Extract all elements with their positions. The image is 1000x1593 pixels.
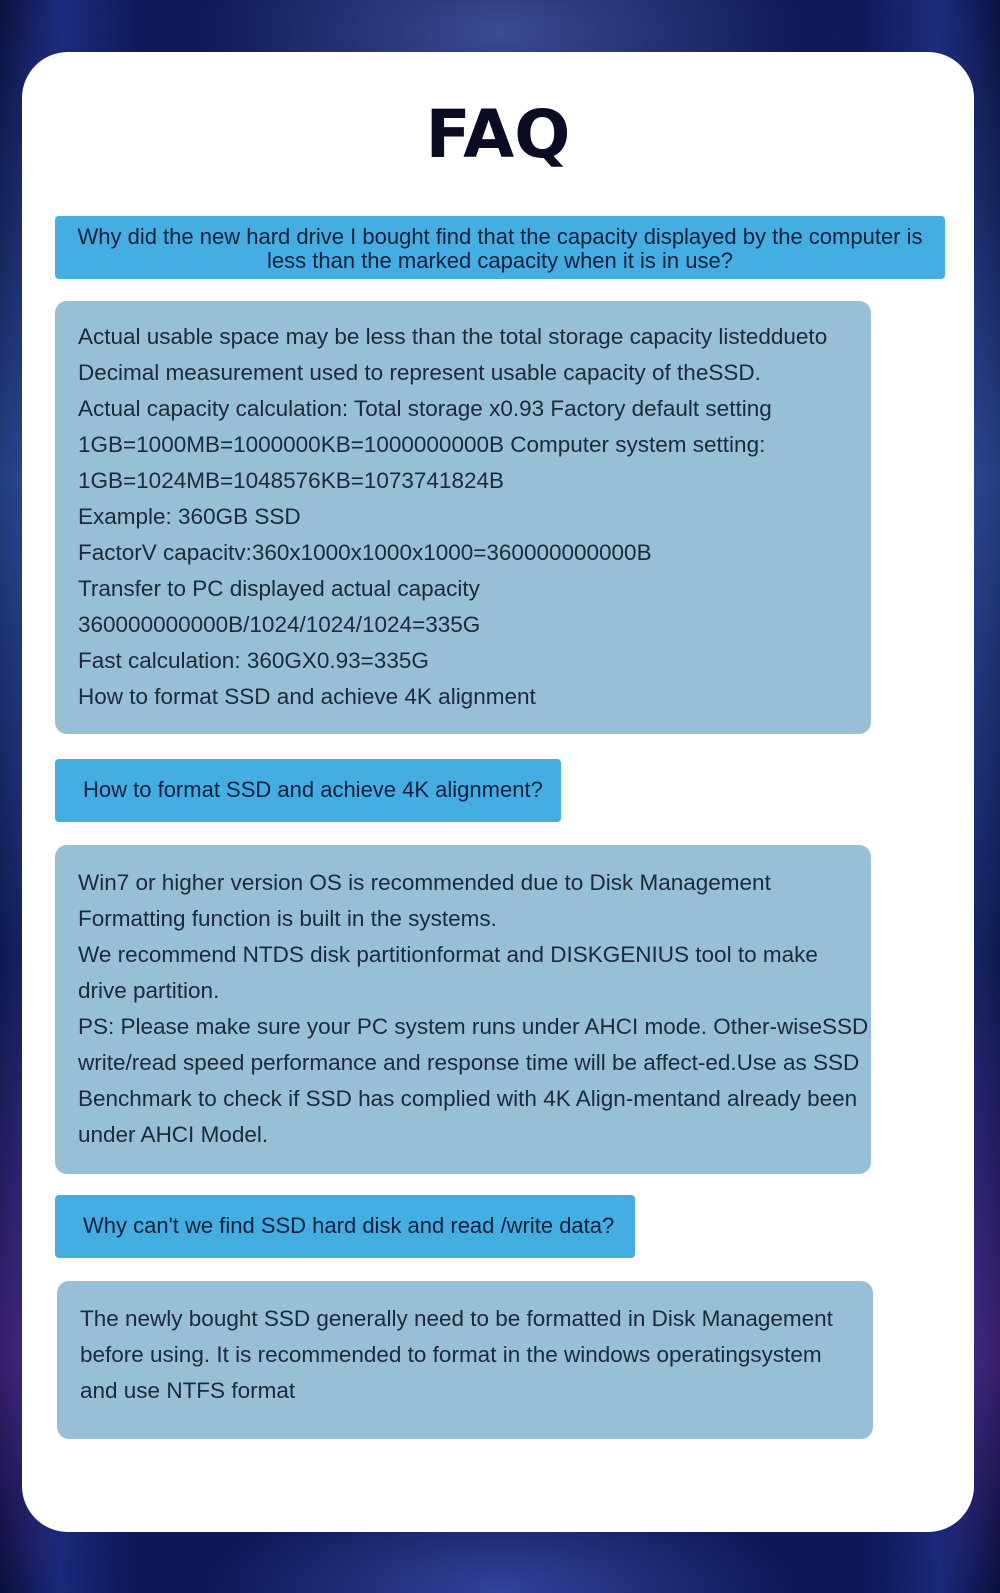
faq-answer-3 [57, 1281, 873, 1439]
faq-answer-1 [55, 301, 871, 734]
answer-line: Formatting function is built in the systems. [78, 906, 497, 931]
answer-line: write/read speed performance and response time will be affect-ed.Use as SSD [78, 1050, 860, 1075]
answer-line: drive partition. [78, 978, 220, 1003]
answer-line: FactorV capacitv:360x1000x1000x1000=360000000000B [78, 540, 652, 565]
answer-line: How to format SSD and achieve 4K alignment [78, 684, 536, 709]
answer-line: The newly bought SSD generally need to be formatted in Disk Management [80, 1306, 833, 1331]
answer-line: Example: 360GB SSD [78, 504, 301, 529]
faq-answer-2 [55, 845, 871, 1174]
faq-card [22, 52, 974, 1532]
page-title: FAQ [425, 96, 571, 173]
faq-question-1[interactable]: Why did the new hard drive I bought find that the capacity displayed by the computer is less than the marked capacity when it is in use? [55, 216, 945, 279]
answer-line: 360000000000B/1024/1024/1024=335G [78, 612, 481, 637]
faq-question-2[interactable]: How to format SSD and achieve 4K alignment? [55, 759, 561, 822]
answer-line: Fast calculation: 360GX0.93=335G [78, 648, 429, 673]
answer-line: before using. It is recommended to format in the windows operatingsystem [80, 1342, 822, 1367]
answer-line: and use NTFS format [80, 1378, 296, 1403]
answer-line: Actual usable space may be less than the total storage capacity listeddueto [78, 324, 828, 349]
answer-line: Actual capacity calculation: Total storage x0.93 Factory default setting [78, 396, 772, 421]
answer-line: Decimal measurement used to represent usable capacity of theSSD. [78, 360, 761, 385]
answer-line: Win7 or higher version OS is recommended due to Disk Management [78, 870, 771, 895]
answer-line: under AHCI Model. [78, 1122, 269, 1147]
answer-line: Transfer to PC displayed actual capacity [78, 576, 480, 601]
answer-line: 1GB=1024MB=1048576KB=1073741824B [78, 468, 504, 493]
answer-line: We recommend NTDS disk partitionformat and DISKGENIUS tool to make [78, 942, 818, 967]
faq-question-3[interactable]: Why can't we find SSD hard disk and read /write data? [55, 1195, 635, 1258]
answer-line: Benchmark to check if SSD has complied with 4K Align-mentand already been [78, 1086, 858, 1111]
answer-line: PS: Please make sure your PC system runs under AHCI mode. Other-wiseSSD [78, 1014, 869, 1039]
answer-line: 1GB=1000MB=1000000KB=1000000000B Computer system setting: [78, 432, 766, 457]
